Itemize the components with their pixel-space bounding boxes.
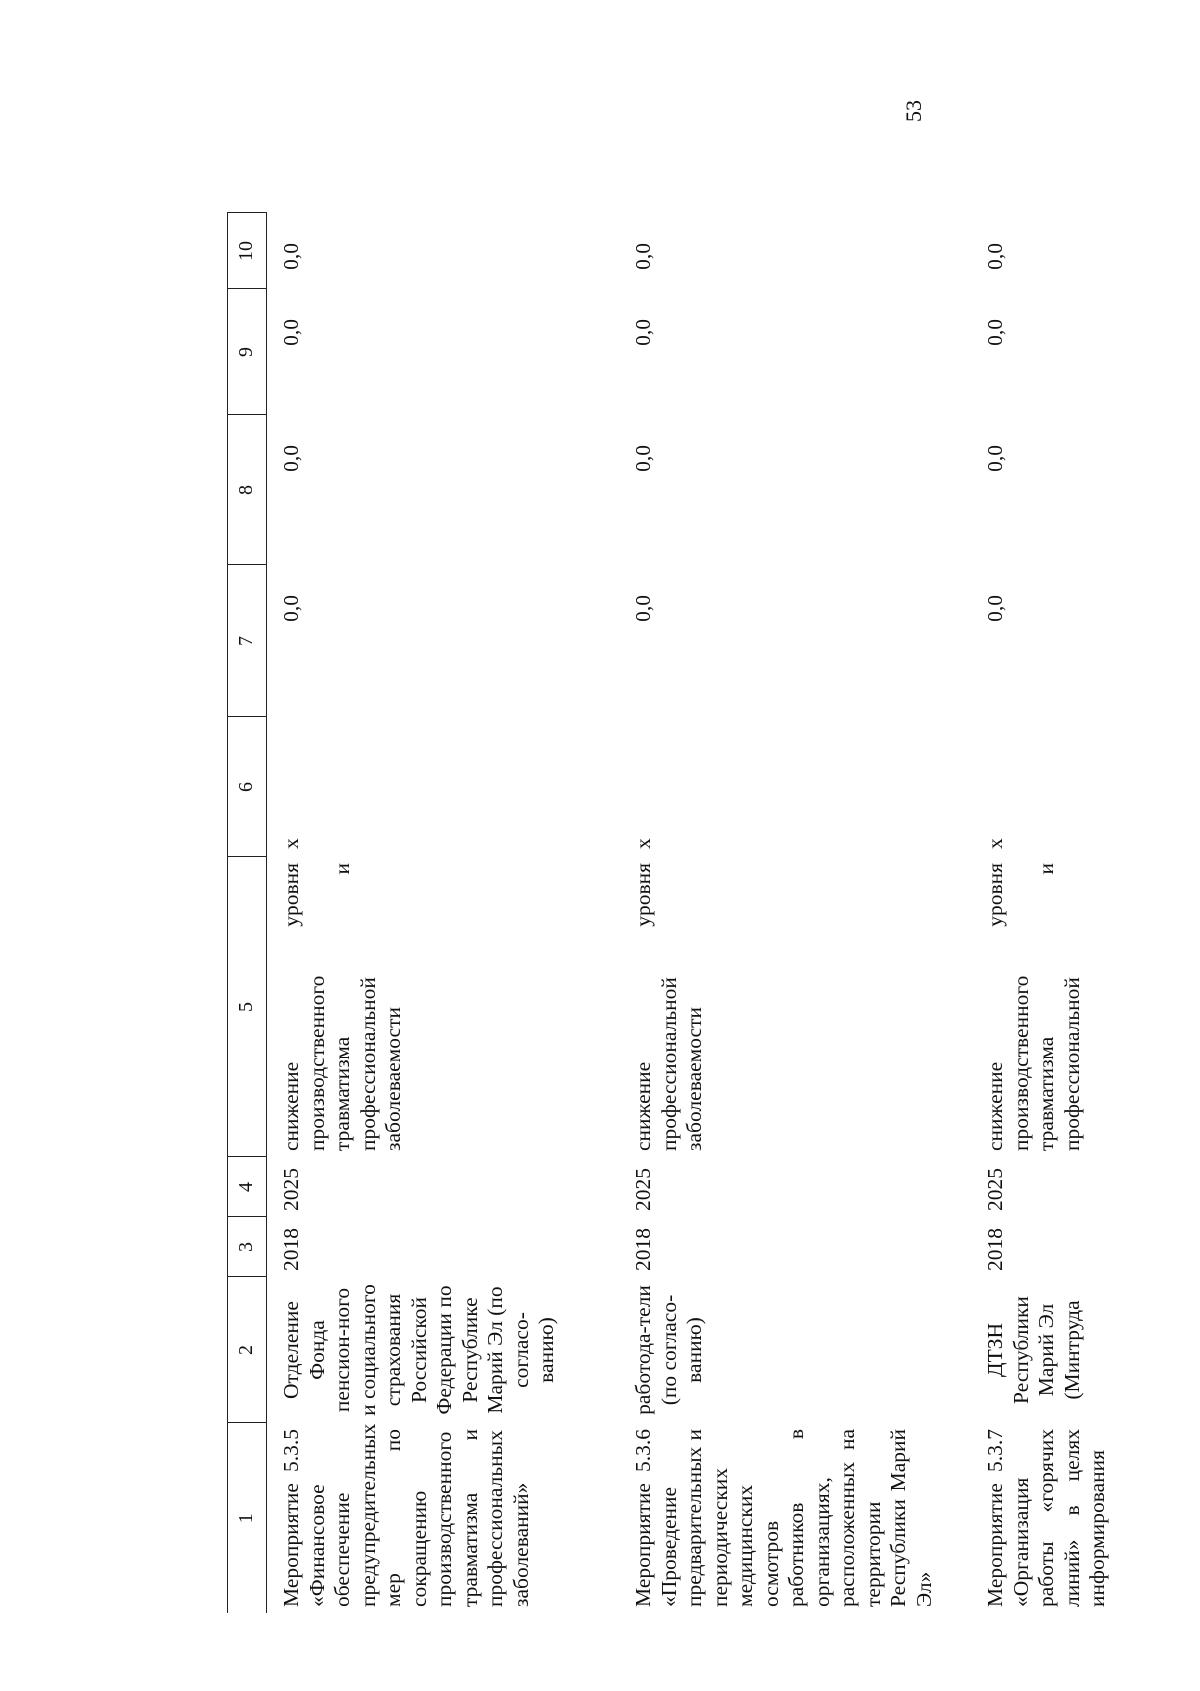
expected-result: снижение уровня производственного травматизма и профессиональной [983,863,1084,1151]
value-cell: 0,0 [631,445,655,472]
value-cell: 0,0 [983,445,1007,472]
value-cell: 0,0 [279,445,303,472]
value-cell: 0,0 [983,319,1007,346]
responsible-executor: Отделение Фонда пенсион-ного и социального страхования Российской Федерации по Республике Марий Эл (по согласо-ванию) [279,1284,558,1416]
value-cell: 0,0 [631,243,655,270]
column-numbers-row [228,213,267,1613]
measures-table [227,213,1143,1614]
column-number: 1 [228,1423,267,1613]
end-year: 2025 [631,1168,655,1211]
marker-cell: x [983,838,1007,849]
table-row [971,213,1143,1613]
column-number: 5 [228,857,267,1157]
column-number: 6 [228,717,267,857]
value-cell: 0,0 [279,243,303,270]
start-year: 2018 [631,1228,655,1271]
column-number: 9 [228,289,267,415]
end-year: 2025 [279,1168,303,1211]
responsible-executor: работода-тели (по согласо-ванию) [631,1285,706,1415]
expected-result: снижение уровня профессиональной заболеваемости [631,863,706,1151]
start-year: 2018 [983,1228,1007,1271]
value-cell: 0,0 [631,319,655,346]
column-number: 8 [228,415,267,565]
value-cell: 0,0 [631,595,655,622]
column-number: 4 [228,1157,267,1217]
value-cell: 0,0 [279,595,303,622]
responsible-executor: ДТЗН Республики Марий Эл (Минтруда [983,1296,1084,1404]
value-cell: 0,0 [983,243,1007,270]
measure-name: Мероприятие 5.3.6 «Проведение предварительных и периодических медицинских осмотров работников в организациях, расположенных на территории Республики Марий Эл» [631,1429,936,1607]
table-row [619,213,971,1613]
table-row [267,213,620,1613]
start-year: 2018 [279,1228,303,1271]
column-number: 7 [228,565,267,717]
measure-name: Мероприятие 5.3.7 «Организация работы «горячих линий» в целях информирования [983,1429,1109,1607]
value-cell: 0,0 [983,595,1007,622]
rotated-table-wrapper [227,213,1109,1613]
end-year: 2025 [983,1168,1007,1211]
marker-cell: x [631,838,655,849]
expected-result: снижение уровня производственного травматизма и профессиональной заболеваемости [279,863,405,1151]
column-number: 3 [228,1217,267,1277]
measure-name: Мероприятие 5.3.5 «Финансовое обеспечение предупредительных мер по сокращению производственного травматизма и профессиональных заболеваний» [279,1423,533,1607]
value-cell: 0,0 [279,319,303,346]
column-number: 2 [228,1277,267,1423]
column-number: 10 [228,213,267,289]
marker-cell: x [279,838,303,849]
page-number: 53 [901,100,926,122]
